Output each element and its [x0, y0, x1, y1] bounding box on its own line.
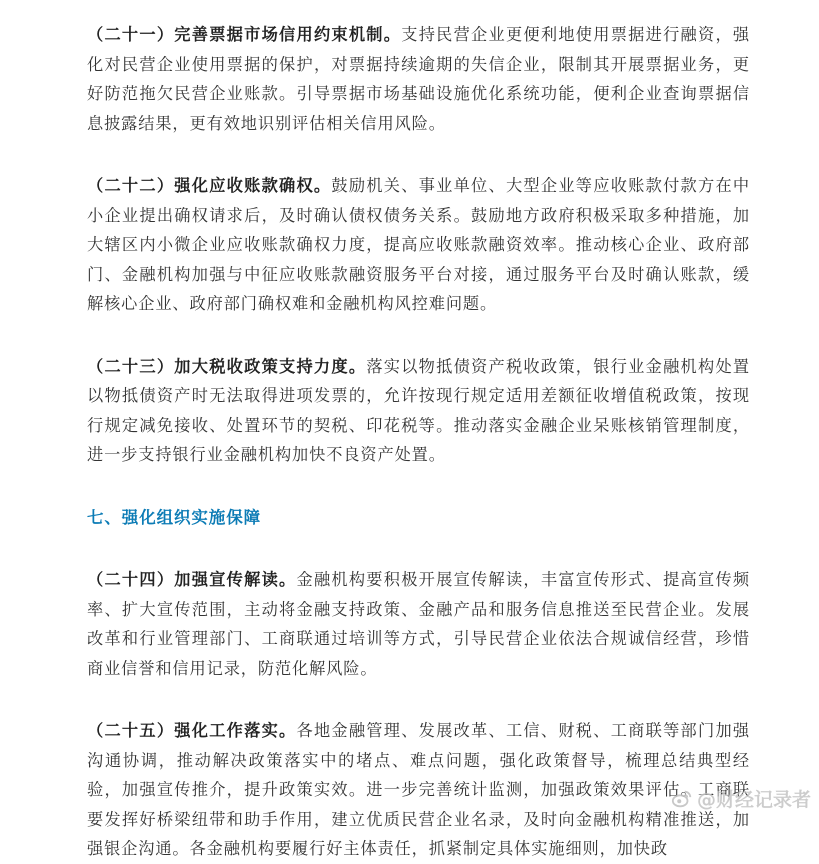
paragraph-21-body: 支持民营企业更便利地使用票据进行融资，强化对民营企业使用票据的保护，对票据持续逾期的失信企业，限制其开展票据业务，更好防范拖欠民营企业账款。引导票据市场基础设施优化系统功能，便利企业查询票据信息披露结果，更有效地识别评估相关信用风险。 [87, 25, 751, 133]
paragraph-24 [87, 565, 750, 683]
article-body [87, 20, 750, 864]
paragraph-23-body: 落实以物抵债资产税收政策，银行业金融机构处置以物抵债资产时无法取得进项发票的，允许按现行规定适用差额征收增值税政策，按现行规定减免接收、处置环节的契税、印花税等。推动落实金融企业呆账核销管理制度，进一步支持银行业金融机构加快不良资产处置。 [87, 356, 750, 464]
paragraph-24-body: 金融机构要积极开展宣传解读，丰富宣传形式、提高宣传频率、扩大宣传范围，主动将金融支持政策、金融产品和服务信息推送至民营企业。发展改革和行业管理部门、工商联通过培训等方式，引导民营企业依法合规诚信经营，珍惜商业信誉和信用记录，防范化解风险。 [87, 570, 750, 678]
paragraph-21 [87, 20, 750, 138]
paragraph-gap [87, 138, 750, 171]
paragraph-22 [87, 171, 750, 319]
paragraph-25 [87, 716, 750, 864]
paragraph-25-body: 各地金融管理、发展改革、工信、财税、工商联等部门加强沟通协调，推动解决政策落实中的堵点、难点问题，强化政策督导，梳理总结典型经验，加强宣传推介，提升政策实效。进一步完善统计监测，加强政策效果评估。工商联要发挥好桥梁纽带和助手作用，建立优质民营企业名录，及时向金融机构精准推送，加强银企沟通。各金融机构要履行好主体责任，抓紧制定具体实施细则，加快政 [87, 721, 750, 858]
watermark-text: @财经记录者 [696, 789, 811, 811]
paragraph-25-lead: （二十五）强化工作落实。 [87, 721, 297, 740]
paragraph-gap [87, 470, 750, 503]
paragraph-23-lead: （二十三）加大税收政策支持力度。 [87, 356, 367, 376]
paragraph-22-lead: （二十二）强化应收账款确权。 [87, 176, 332, 195]
paragraph-21-lead: （二十一）完善票据市场信用约束机制。 [87, 25, 402, 44]
weibo-logo-icon [671, 788, 693, 810]
paragraph-gap [87, 532, 750, 565]
paragraph-24-lead: （二十四）加强宣传解读。 [87, 570, 297, 589]
watermark [671, 785, 811, 812]
paragraph-23 [87, 352, 750, 470]
paragraph-gap [87, 319, 750, 352]
paragraph-gap [87, 683, 750, 716]
paragraph-22-body: 鼓励机关、事业单位、大型企业等应收账款付款方在中小企业提出确权请求后，及时确认债权债务关系。鼓励地方政府积极采取多种措施，加大辖区内小微企业应收账款确权力度，提高应收账款融资效率。推动核心企业、政府部门、金融机构加强与中征应收账款融资服务平台对接，通过服务平台及时确认账款，缓解核心企业、政府部门确权难和金融机构风控难问题。 [87, 176, 750, 313]
section-heading-7: 七、强化组织实施保障 [87, 507, 261, 527]
